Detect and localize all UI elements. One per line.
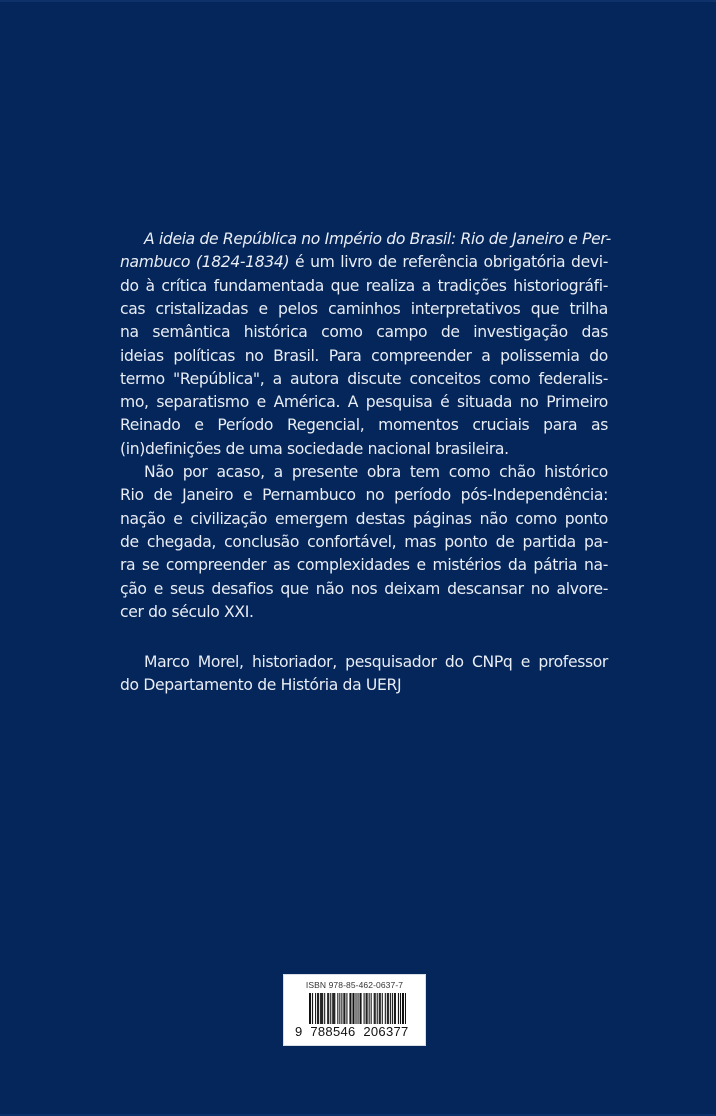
blurb-line: termo "República", a autora discute conceitos como federalis- <box>120 369 608 388</box>
blurb-line: na semântica histórica como campo de investigação das <box>120 323 608 342</box>
book-title-italic: nambuco (1824-1834) <box>120 253 290 272</box>
blurb-line <box>120 250 608 274</box>
blurb-line: nação e civilização emergem destas páginas não como ponto <box>120 509 608 528</box>
blurb-line: mo, separatismo e América. A pesquisa é situada no Primeiro <box>120 393 608 412</box>
blurb-line: do à crítica fundamentada que realiza a tradições historiográfi- <box>120 276 608 295</box>
blurb-line: Não por acaso, a presente obra tem como chão histórico <box>144 463 608 481</box>
book-title-italic: A ideia de República no Império do Brasil: Rio de Janeiro e Per- <box>144 230 611 248</box>
blurb-line: ideias políticas no Brasil. Para compreender a polissemia do <box>120 346 608 365</box>
attribution-line: Marco Morel, historiador, pesquisador do CNPq e professor <box>144 652 608 671</box>
blurb-line: cer do século XXI. <box>120 602 254 621</box>
top-edge <box>0 0 716 2</box>
isbn-barcode <box>284 975 425 1045</box>
blurb-line: Rio de Janeiro e Pernambuco no período pós-Independência: <box>120 486 608 505</box>
barcode-digits-text: 9 788546 206377 <box>295 1024 409 1039</box>
blurb-line: Reinado e Período Regencial, momentos cruciais para as <box>120 416 608 435</box>
blurb-line: ção e seus desafios que não nos deixam descansar no alvore- <box>120 579 608 598</box>
blurb-line: ra se compreender as complexidades e mistérios da pátria na- <box>120 556 608 575</box>
isbn-label: ISBN 978-85-462-0637-7 <box>305 980 404 990</box>
blurb-line: cas cristalizadas e pelos caminhos interpretativos que trilha <box>120 299 608 318</box>
attribution-line: do Departamento de História da UERJ <box>120 675 402 694</box>
blurb-line <box>120 227 611 251</box>
barcode-digits <box>295 1024 409 1040</box>
blurb-line: (in)definições de uma sociedade nacional brasileira. <box>120 439 509 458</box>
blurb-text-span: é um livro de referência obrigatória devi- <box>289 253 608 272</box>
blurb-line: de chegada, conclusão confortável, mas ponto de partida pa- <box>120 532 608 551</box>
